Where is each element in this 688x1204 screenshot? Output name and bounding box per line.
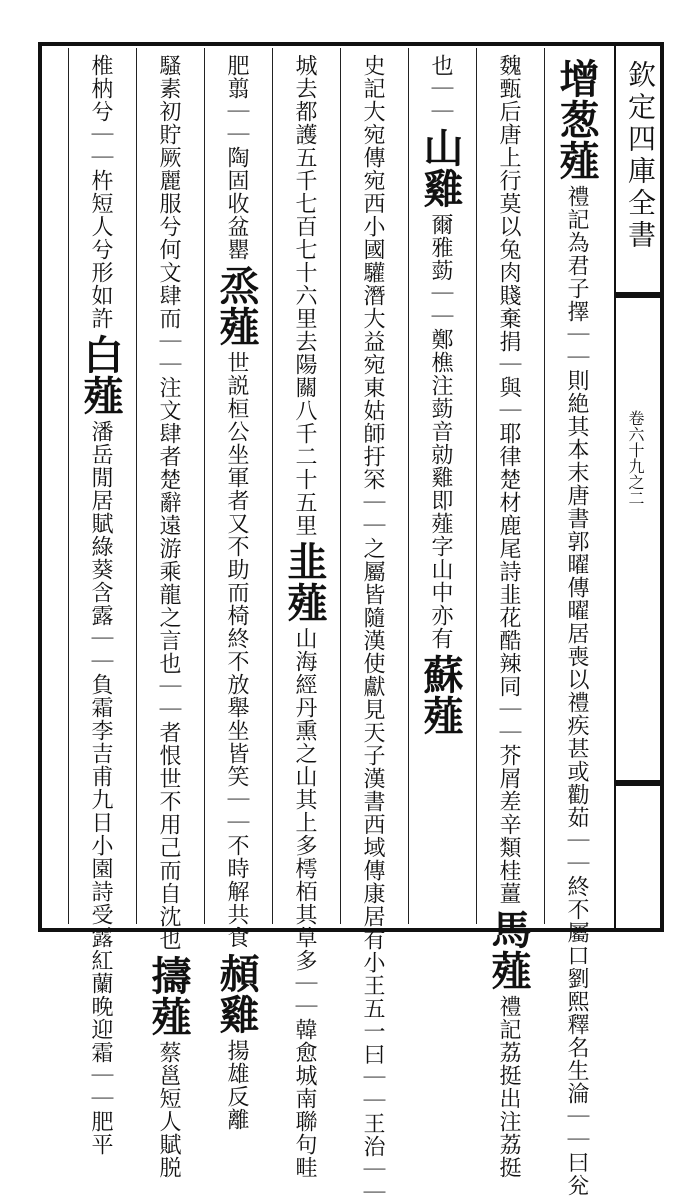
entry-heading: 烝薤 — [213, 265, 260, 347]
column-rule — [340, 48, 341, 924]
margin-divider-bottom — [614, 780, 664, 786]
text-column — [213, 54, 260, 1131]
column-rule — [544, 48, 545, 924]
entry-heading: 擣薤 — [145, 955, 192, 1037]
entry-text: 爾雅葝｜｜鄭樵注葝音勍雞即薤字山中亦有 — [428, 213, 453, 650]
text-column — [145, 54, 192, 1179]
entry-heading: 白薤 — [77, 334, 124, 416]
text-column — [417, 54, 464, 740]
entry-text: 禮記為君子擇｜｜則絶其本末唐書郭曜傳曜居喪以禮疾甚或勸茹｜｜終不屬口劉熙釋名生淪｜｜曰兊 — [564, 185, 589, 1197]
text-column — [77, 54, 124, 1156]
margin-divider-top — [614, 292, 664, 298]
entry-text: 禮記荔挺出注荔挺 — [496, 995, 521, 1179]
entry-text: 世説桓公坐軍者又不助而椅終不放舉坐皆笑｜｜不時解共食 — [224, 351, 249, 949]
text-column — [553, 54, 600, 1197]
entry-text: 椎枘兮｜｜杵短人兮形如許 — [88, 54, 113, 330]
column-rule — [68, 48, 69, 924]
entry-text: 山海經丹熏之山其上多樗栢其草多｜｜韓愈城南聯句畦 — [292, 627, 317, 1179]
entry-text: 揚雄反離 — [224, 1039, 249, 1131]
entry-text: 城去都護五千七百七十六里去陽關八千二十五里 — [292, 54, 317, 537]
column-rule — [476, 48, 477, 924]
column-rule — [204, 48, 205, 924]
entry-text: 潘岳閒居賦綠葵含露｜｜負霜李吉甫九日小園詩受露紅蘭晚迎霜｜｜肥平 — [88, 420, 113, 1156]
column-rule — [408, 48, 409, 924]
text-column — [281, 54, 328, 1179]
column-rule — [136, 48, 137, 924]
book-title: 欽定四庫全書 — [624, 60, 657, 252]
entry-heading: 韭薤 — [281, 541, 328, 623]
entry-text: 史記大宛傳宛西小國驩潛大益宛東姑師扜罙｜｜之屬皆隨漢使獻見天子漢書西域傳康居有小王五一曰｜｜王治｜｜ — [360, 54, 385, 1204]
text-column — [352, 54, 392, 1204]
volume-label: 卷六十九之二 — [626, 410, 645, 506]
entry-heading: 增葱薤 — [553, 58, 600, 181]
entry-text: 也｜｜ — [428, 54, 453, 123]
column-rule — [272, 48, 273, 924]
entry-heading: 山雞 — [417, 127, 464, 209]
entry-text: 蔡邕短人賦脱 — [156, 1041, 181, 1179]
text-column — [485, 54, 532, 1179]
entry-heading: 頳雞 — [213, 953, 260, 1035]
entry-heading: 蘇薤 — [417, 654, 464, 736]
entry-text: 肥翦｜｜陶固收盆罌 — [224, 54, 249, 261]
entry-text: 騷素初貯厥麗服兮何文肆而｜｜注文肆者楚辭遠游乘龍之言也｜｜者恨世不用己而自沈也 — [156, 54, 181, 951]
entry-heading: 馬薤 — [485, 909, 532, 991]
entry-text: 魏甄后唐上行莫以兔肉賤棄捐｜與｜耶律楚材鹿尾詩韭花酷辣同｜｜芥屑差辛類桂薑 — [496, 54, 521, 905]
